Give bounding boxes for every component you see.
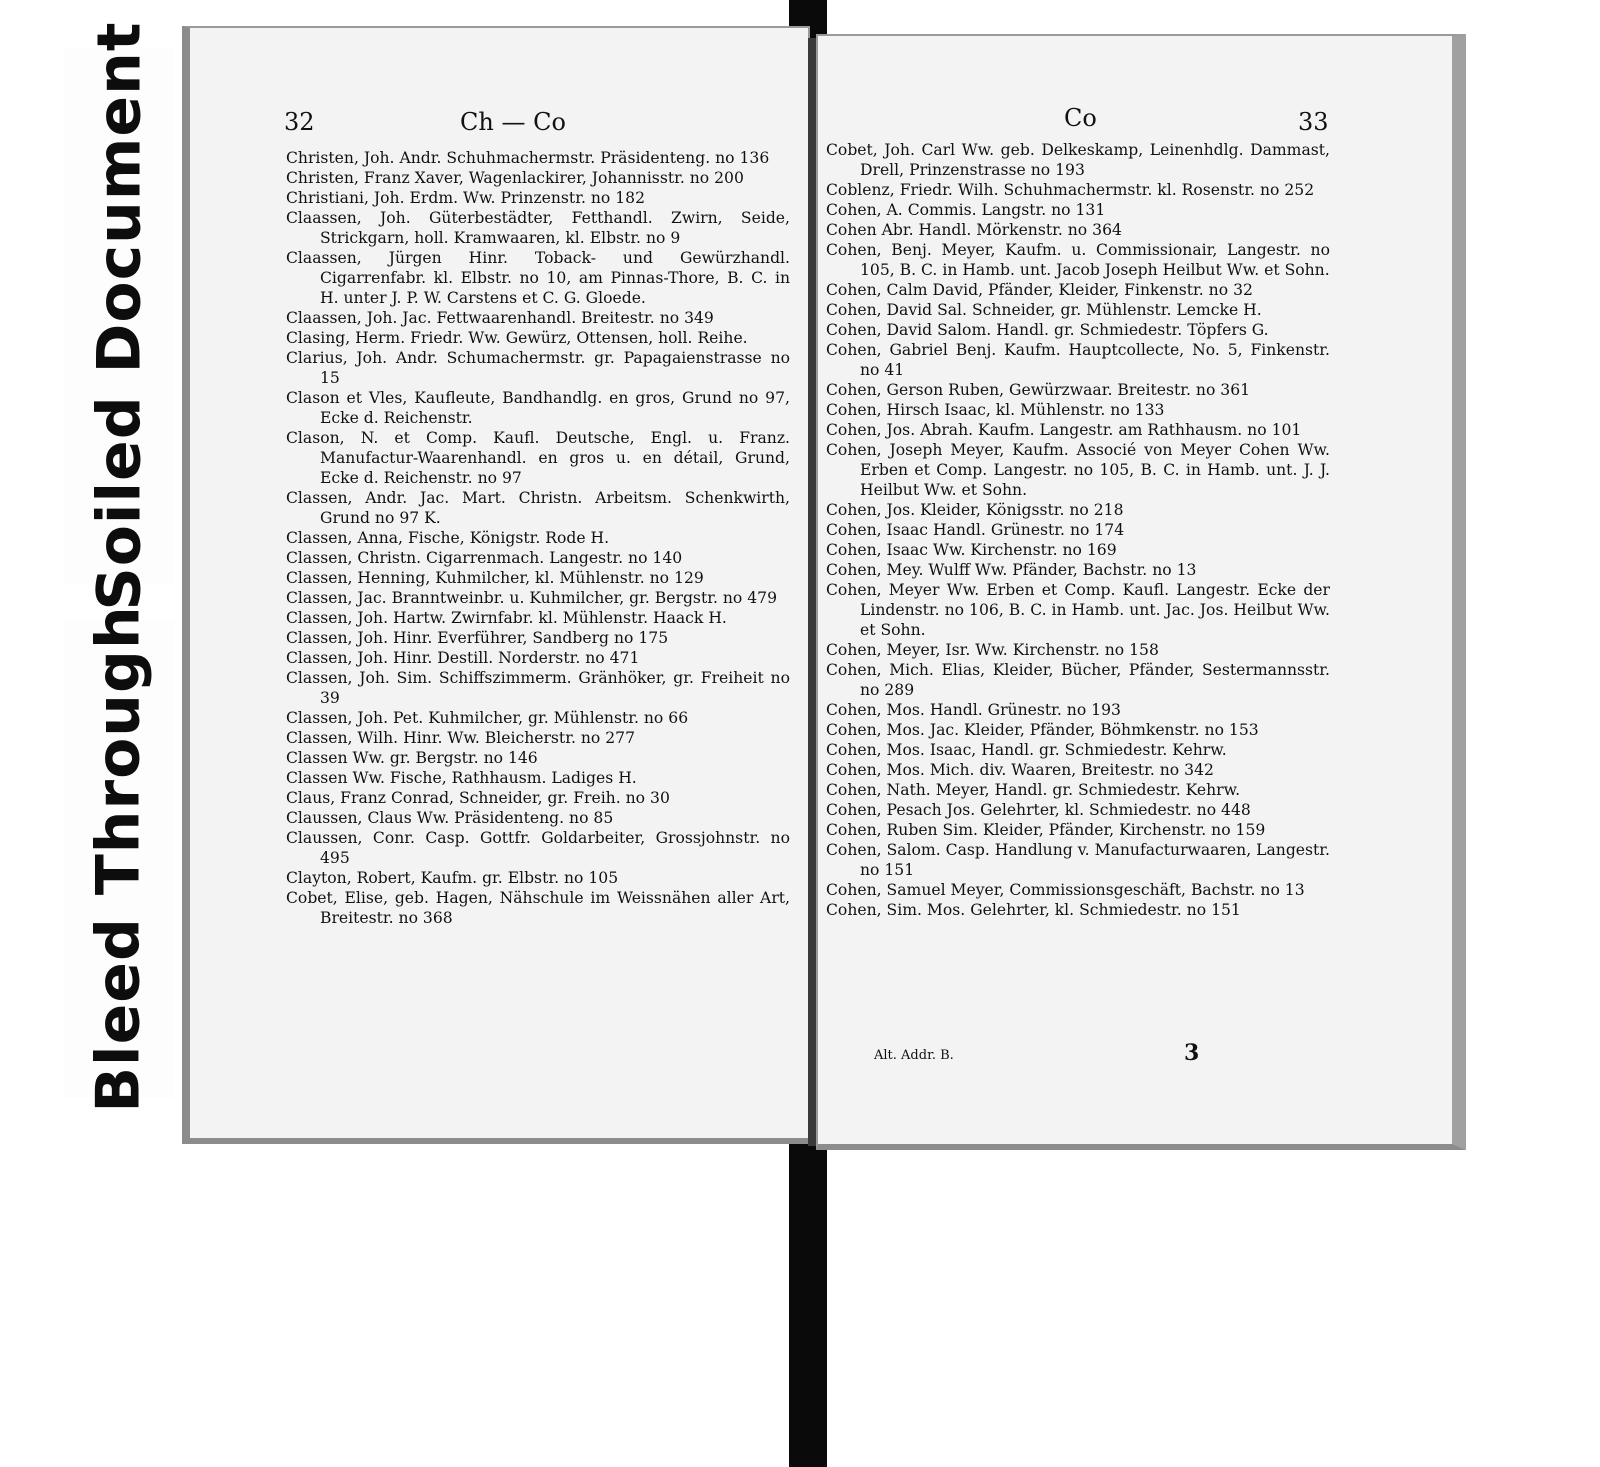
directory-entry: Claassen, Joh. Jac. Fettwaarenhandl. Breitestr. no 349	[286, 309, 714, 327]
directory-entry: Cohen, Meyer Ww. Erben et Comp. Kaufl. Langestr. Ecke der Lindenstr. no 106, B. C. in Hamb. unt. Jac. Jos. Heilbut Ww. et Sohn.	[826, 581, 1330, 639]
directory-entry: Clayton, Robert, Kaufm. gr. Elbstr. no 105	[286, 869, 619, 887]
directory-entry: Cohen, Salom. Casp. Handlung v. Manufacturwaaren, Langestr. no 151	[826, 841, 1330, 879]
directory-entry: Cohen, Mos. Mich. div. Waaren, Breitestr. no 342	[826, 761, 1214, 779]
directory-entry: Christiani, Joh. Erdm. Ww. Prinzenstr. no 182	[286, 189, 646, 207]
directory-entry: Cohen, Pesach Jos. Gelehrter, kl. Schmiedestr. no 448	[826, 801, 1251, 819]
directory-entry: Cohen, Joseph Meyer, Kaufm. Associé von Meyer Cohen Ww. Erben et Comp. Langestr. no 105, B. C. in Hamb. unt. J. J. Heilbut Ww. et Sohn.	[826, 441, 1330, 499]
directory-entry: Classen, Jac. Branntweinbr. u. Kuhmilcher, gr. Bergstr. no 479	[286, 589, 778, 607]
directory-entry: Cohen, Ruben Sim. Kleider, Pfänder, Kirchenstr. no 159	[826, 821, 1266, 839]
bleed-through-stamp	[64, 605, 174, 1113]
running-head: Ch — Co	[460, 108, 566, 136]
directory-entry: Cohen, Sim. Mos. Gelehrter, kl. Schmiedestr. no 151	[826, 901, 1241, 919]
directory-entry: Classen Ww. gr. Bergstr. no 146	[286, 749, 538, 767]
directory-entry: Classen, Joh. Hinr. Everführer, Sandberg no 175	[286, 629, 669, 647]
directory-entry: Cohen, Benj. Meyer, Kaufm. u. Commissionair, Langestr. no 105, B. C. in Hamb. unt. Jacob Joseph Heilbut Ww. et Sohn.	[826, 241, 1330, 279]
page-header	[190, 108, 808, 148]
directory-entry: Classen, Anna, Fische, Königstr. Rode H.	[286, 529, 610, 547]
directory-entry: Claus, Franz Conrad, Schneider, gr. Freih. no 30	[286, 789, 670, 807]
directory-entry: Classen Ww. Fische, Rathhausm. Ladiges H.	[286, 769, 637, 787]
directory-entry: Classen, Christn. Cigarrenmach. Langestr. no 140	[286, 549, 683, 567]
directory-entry: Cohen, Meyer, Isr. Ww. Kirchenstr. no 158	[826, 641, 1159, 659]
directory-entry: Cohen, Samuel Meyer, Commissionsgeschäft, Bachstr. no 13	[826, 881, 1305, 899]
directory-entries	[826, 140, 1330, 920]
directory-entry: Classen, Joh. Sim. Schiffszimmerm. Gränhöker, gr. Freiheit no 39	[286, 669, 790, 707]
right-page	[816, 34, 1466, 1150]
directory-entries	[286, 148, 790, 928]
directory-entry: Classen, Joh. Pet. Kuhmilcher, gr. Mühlenstr. no 66	[286, 709, 689, 727]
directory-entry: Cohen, Calm David, Pfänder, Kleider, Finkenstr. no 32	[826, 281, 1253, 299]
directory-entry: Clason et Vles, Kaufleute, Bandhandlg. en gros, Grund no 97, Ecke d. Reichenstr.	[286, 389, 790, 427]
directory-entry: Claussen, Conr. Casp. Gottfr. Goldarbeiter, Grossjohnstr. no 495	[286, 829, 790, 867]
directory-entry: Claussen, Claus Ww. Präsidenteng. no 85	[286, 809, 614, 827]
stamp-label: Bleed Through	[84, 605, 155, 1113]
directory-entry: Cohen, Hirsch Isaac, kl. Mühlenstr. no 133	[826, 401, 1165, 419]
directory-entry: Cohen, Jos. Kleider, Königsstr. no 218	[826, 501, 1124, 519]
directory-entry: Cohen Abr. Handl. Mörkenstr. no 364	[826, 221, 1122, 239]
directory-entry: Clarius, Joh. Andr. Schumachermstr. gr. Papagaienstrasse no 15	[286, 349, 790, 387]
directory-entry: Cohen, Isaac Handl. Grünestr. no 174	[826, 521, 1125, 539]
directory-entry: Cohen, A. Commis. Langstr. no 131	[826, 201, 1106, 219]
directory-entry: Claassen, Jürgen Hinr. Toback- und Gewürzhandl. Cigarrenfabr. kl. Elbstr. no 10, am Pinnas-Thore, B. C. in H. unter J. P. W. Carstens et C. G. Gloede.	[286, 249, 790, 307]
directory-entry: Cohen, Nath. Meyer, Handl. gr. Schmiedestr. Kehrw.	[826, 781, 1241, 799]
directory-entry: Cohen, Gerson Ruben, Gewürzwaar. Breitestr. no 361	[826, 381, 1251, 399]
directory-entry: Cohen, Jos. Abrah. Kaufm. Langestr. am Rathhausm. no 101	[826, 421, 1302, 439]
left-page	[182, 26, 810, 1144]
binding-strip-bottom	[789, 1143, 827, 1467]
directory-entry: Clasing, Herm. Friedr. Ww. Gewürz, Ottensen, holl. Reihe.	[286, 329, 748, 347]
directory-entry: Classen, Andr. Jac. Mart. Christn. Arbeitsm. Schenkwirth, Grund no 97 K.	[286, 489, 790, 527]
directory-entry: Cohen, Mos. Isaac, Handl. gr. Schmiedestr. Kehrw.	[826, 741, 1227, 759]
directory-entry: Cobet, Elise, geb. Hagen, Nähschule im Weissnähen aller Art, Breitestr. no 368	[286, 889, 790, 927]
directory-entry: Classen, Joh. Hinr. Destill. Norderstr. no 471	[286, 649, 640, 667]
directory-entry: Coblenz, Friedr. Wilh. Schuhmachermstr. kl. Rosenstr. no 252	[826, 181, 1315, 199]
directory-entry: Cohen, David Salom. Handl. gr. Schmiedestr. Töpfers G.	[826, 321, 1269, 339]
directory-entry: Christen, Joh. Andr. Schuhmachermstr. Präsidenteng. no 136	[286, 149, 770, 167]
directory-entry: Cohen, Gabriel Benj. Kaufm. Hauptcollecte, No. 5, Finkenstr. no 41	[826, 341, 1330, 379]
signature-mark: 3	[1184, 1040, 1200, 1066]
directory-entry: Classen, Henning, Kuhmilcher, kl. Mühlenstr. no 129	[286, 569, 704, 587]
directory-entry: Classen, Joh. Hartw. Zwirnfabr. kl. Mühlenstr. Haack H.	[286, 609, 727, 627]
soiled-document-stamp	[64, 20, 174, 611]
running-head: Co	[1064, 104, 1097, 132]
directory-entry: Cobet, Joh. Carl Ww. geb. Delkeskamp, Leinenhdlg. Dammast, Drell, Prinzenstrasse no 193	[826, 141, 1330, 179]
stamp-label: Soiled Document	[84, 20, 155, 611]
signature-line: Alt. Addr. B.	[874, 1048, 954, 1063]
directory-entry: Cohen, Isaac Ww. Kirchenstr. no 169	[826, 541, 1117, 559]
directory-entry: Claassen, Joh. Güterbestädter, Fetthandl. Zwirn, Seide, Strickgarn, holl. Kramwaaren, kl. Elbstr. no 9	[286, 209, 790, 247]
directory-entry: Classen, Wilh. Hinr. Ww. Bleicherstr. no 277	[286, 729, 636, 747]
page-number: 32	[284, 108, 315, 136]
directory-entry: Cohen, David Sal. Schneider, gr. Mühlenstr. Lemcke H.	[826, 301, 1262, 319]
directory-entry: Clason, N. et Comp. Kaufl. Deutsche, Engl. u. Franz. Manufactur-Waarenhandl. en gros u. en détail, Grund, Ecke d. Reichenstr. no 97	[286, 429, 790, 487]
page-number: 33	[1298, 108, 1329, 136]
directory-entry: Cohen, Mos. Handl. Grünestr. no 193	[826, 701, 1121, 719]
directory-entry: Cohen, Mey. Wulff Ww. Pfänder, Bachstr. no 13	[826, 561, 1197, 579]
directory-entry: Cohen, Mos. Jac. Kleider, Pfänder, Böhmkenstr. no 153	[826, 721, 1259, 739]
directory-entry: Christen, Franz Xaver, Wagenlackirer, Johannisstr. no 200	[286, 169, 744, 187]
directory-entry: Cohen, Mich. Elias, Kleider, Bücher, Pfänder, Sestermannsstr. no 289	[826, 661, 1330, 699]
